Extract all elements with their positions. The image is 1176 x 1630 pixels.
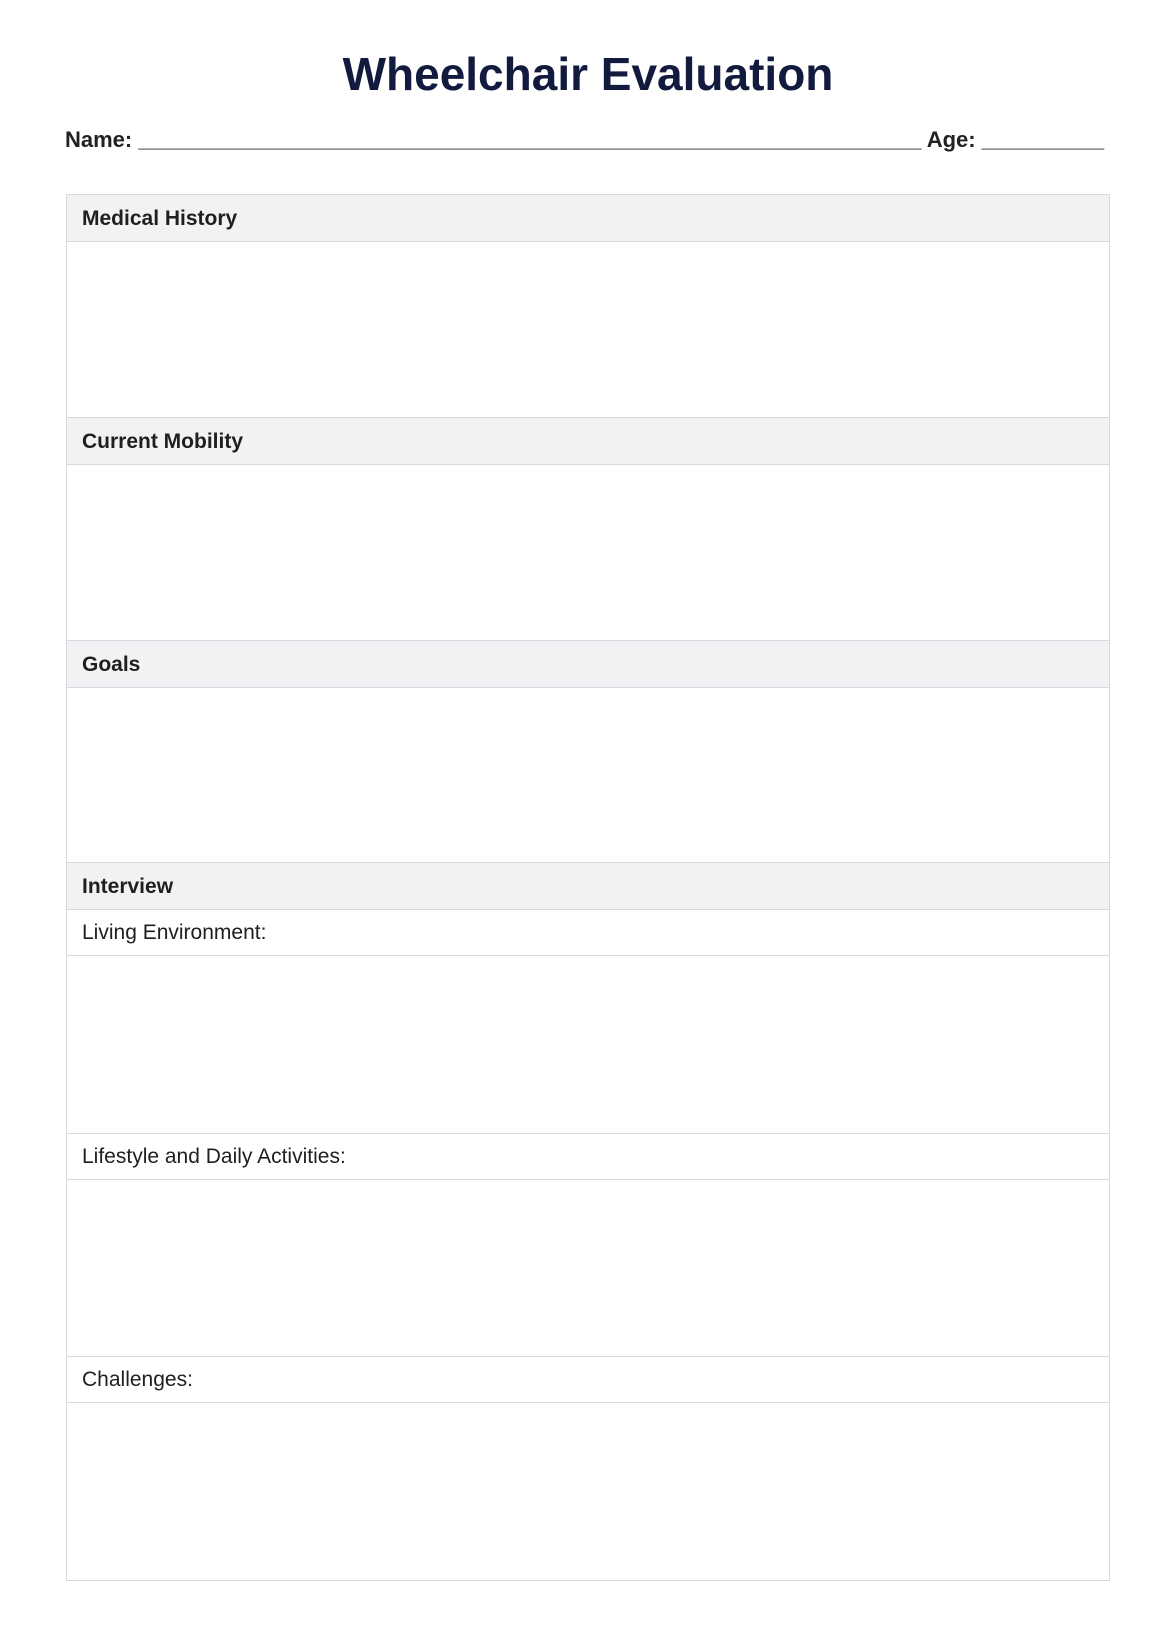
section-header-medical-history bbox=[67, 195, 1109, 242]
name-field[interactable]: ________________________________________________________________ bbox=[138, 127, 922, 152]
name-label: Name: bbox=[65, 127, 133, 152]
subsection-label: Challenges: bbox=[82, 1368, 193, 1391]
section-title: Current Mobility bbox=[82, 430, 243, 453]
age-field[interactable]: __________ bbox=[981, 127, 1105, 152]
section-header-goals bbox=[67, 641, 1109, 688]
section-title: Goals bbox=[82, 653, 141, 676]
lifestyle-answer-box[interactable] bbox=[67, 1180, 1109, 1357]
page-title: Wheelchair Evaluation bbox=[342, 48, 834, 100]
subsection-label: Living Environment: bbox=[82, 921, 267, 944]
challenges-answer-box[interactable] bbox=[67, 1403, 1109, 1580]
evaluation-form bbox=[66, 194, 1110, 1581]
section-title: Medical History bbox=[82, 207, 238, 230]
goals-answer-box[interactable] bbox=[67, 688, 1109, 863]
section-header-interview bbox=[67, 863, 1109, 910]
subsection-label: Lifestyle and Daily Activities: bbox=[82, 1145, 346, 1168]
medical-history-answer-box[interactable] bbox=[67, 242, 1109, 418]
current-mobility-answer-box[interactable] bbox=[67, 465, 1109, 641]
living-environment-answer-box[interactable] bbox=[67, 956, 1109, 1134]
age-label: Age: bbox=[926, 127, 976, 152]
subsection-living-environment bbox=[67, 910, 1109, 956]
subsection-lifestyle bbox=[67, 1134, 1109, 1180]
subsection-challenges bbox=[67, 1357, 1109, 1403]
section-title: Interview bbox=[82, 875, 174, 898]
section-header-current-mobility bbox=[67, 418, 1109, 465]
patient-info-line bbox=[65, 124, 1115, 156]
